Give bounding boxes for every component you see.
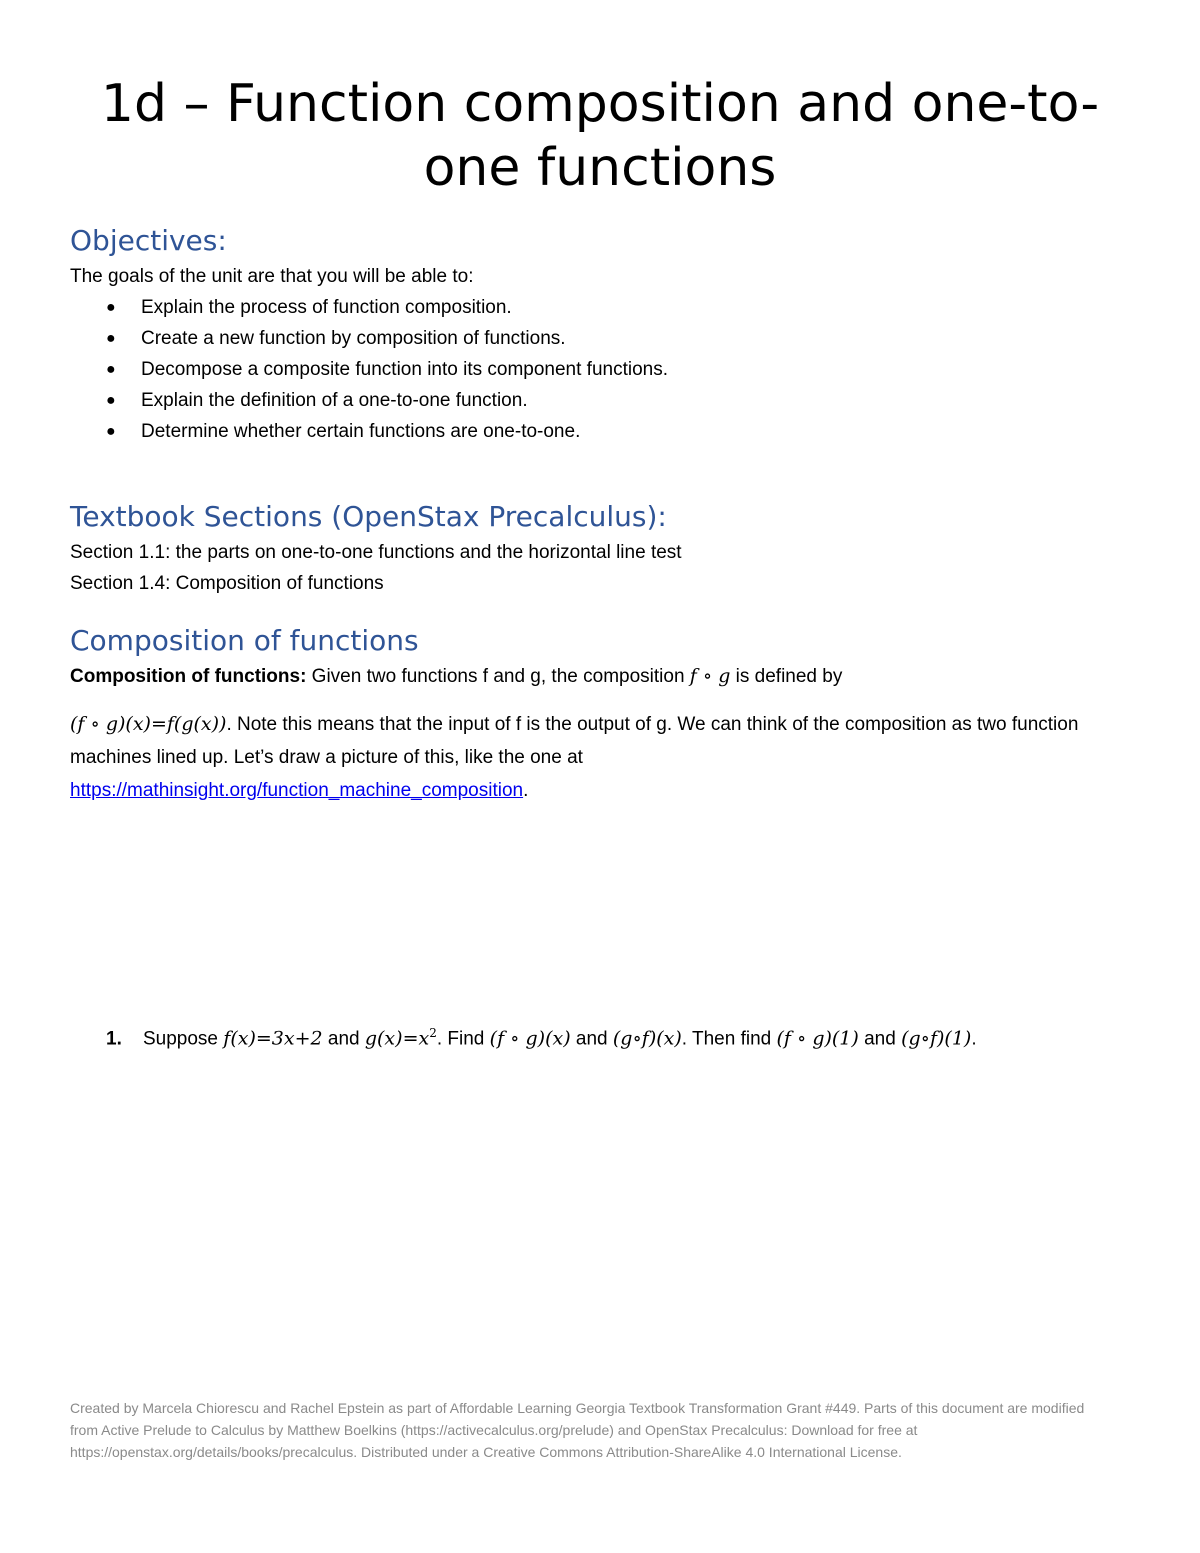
objectives-intro: The goals of the unit are that you will be able to: — [70, 266, 474, 287]
list-item: ● Decompose a composite function into its component functions. — [70, 354, 668, 385]
problem-number: 1. — [106, 1028, 122, 1050]
composition-explanation: (f ∘ g)(x)=f(g(x)). Note this means that the input of f is the output of g. We can think of the composition as two function machines lined up. Let’s draw a picture of this, like the one at https://mathinsight.org/function_machine_composition. — [70, 713, 1079, 801]
problem-1: 1. Suppose f(x)=3x+2 and $g(x)=x^2$. Find (f ∘ g)(x) and (g∘f)(x). Then find (f ∘ g)(1) and (g∘f)(1). — [106, 1026, 977, 1050]
textbook-section-1: Section 1.1: the parts on one-to-one functions and the horizontal line test — [70, 542, 682, 563]
composition-heading: Composition of functions — [70, 624, 419, 657]
mathinsight-link[interactable]: https://mathinsight.org/function_machine_composition — [70, 780, 524, 801]
bullet-icon: ● — [106, 330, 116, 347]
bullet-icon: ● — [106, 299, 116, 316]
page-title: 1d – Function composition and one-to-one functions — [100, 74, 1100, 198]
textbook-section-2: Section 1.4: Composition of functions — [70, 573, 384, 594]
composition-definition: Composition of functions: Given two functions f and g, the composition f ∘ g is defined by — [70, 665, 843, 687]
bullet-icon: ● — [106, 423, 116, 440]
objectives-list — [70, 292, 668, 447]
textbook-heading: Textbook Sections (OpenStax Precalculus): — [70, 500, 667, 533]
composition-formula: (f ∘ g)(x)=f(g(x)) — [70, 713, 227, 735]
list-item: ● Create a new function by composition of functions. — [70, 323, 668, 354]
list-item: ● Determine whether certain functions are one-to-one. — [70, 416, 668, 447]
objectives-heading: Objectives: — [70, 224, 227, 257]
composition-symbol: f ∘ g — [689, 665, 731, 687]
document-page — [70, 0, 1130, 1553]
bullet-icon: ● — [106, 361, 116, 378]
bullet-icon: ● — [106, 392, 116, 409]
definition-term: Composition of functions: — [70, 666, 307, 687]
list-item: ● Explain the process of function composition. — [70, 292, 668, 323]
footer-credits: Created by Marcela Chiorescu and Rachel Epstein as part of Affordable Learning Georgia Textbook Transformation Grant #449. Parts of this document are modified from Active Prelude to Calculus by Matthew Boelkins (https://activecalculus.org/prelude) and OpenStax Precalculus: Download for free at https://openstax.org/details/books/precalculus. Distributed under a Creative Commons Attribution-ShareAlike 4.0 International License. — [70, 1400, 1085, 1460]
list-item: ● Explain the definition of a one-to-one function. — [70, 385, 668, 416]
